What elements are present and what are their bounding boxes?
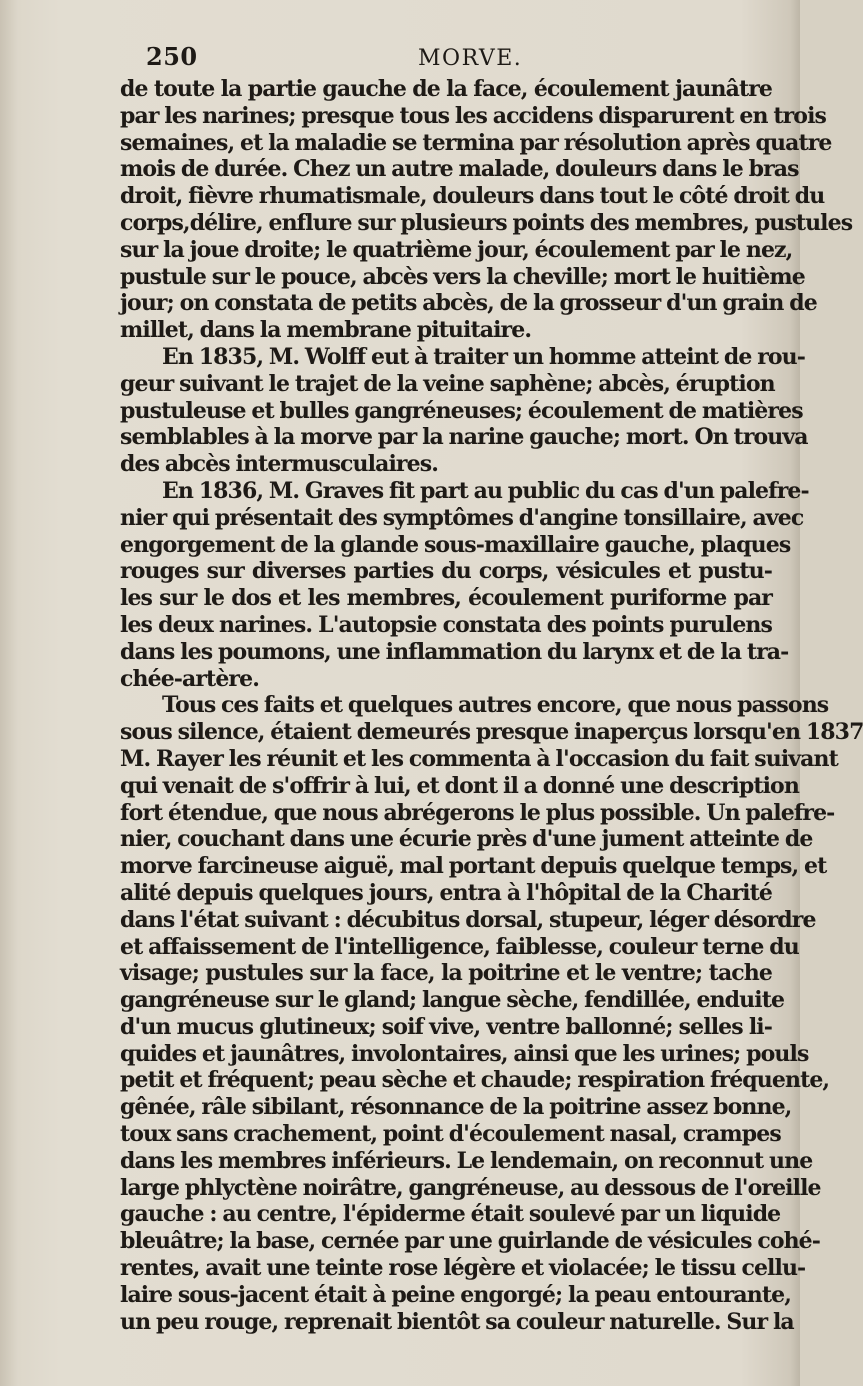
- text-line: dans l'état suivant : décubitus dorsal, stupeur, léger désordre: [120, 906, 816, 933]
- text-line: qui venait de s'offrir à lui, et dont il a donné une description: [120, 772, 799, 799]
- text-line: M. Rayer les réunit et les commenta à l'occasion du fait suivant: [120, 745, 838, 772]
- text-line: les deux narines. L'autopsie constata des points purulens: [120, 611, 772, 638]
- text-line: millet, dans la membrane pituitaire.: [120, 317, 532, 344]
- page-header: [146, 42, 766, 76]
- paragraph: [120, 477, 809, 692]
- paragraph: [120, 692, 863, 1335]
- text-line: toux sans crachement, point d'écoulement nasal, crampes: [120, 1121, 781, 1148]
- text-line: visage; pustules sur la face, la poitrine et le ventre; tache: [120, 960, 772, 987]
- text-line: par les narines; presque tous les accidens disparurent en trois: [120, 102, 827, 129]
- page-number: 250: [146, 42, 198, 71]
- text-line: gênée, râle sibilant, résonnance de la poitrine assez bonne,: [120, 1094, 792, 1121]
- text-line: rouges sur diverses parties du corps, vésicules et pustu-: [120, 558, 772, 585]
- text-line: pustule sur le pouce, abcès vers la cheville; mort le huitième: [120, 263, 805, 290]
- text-line: bleuâtre; la base, cernée par une guirlande de vésicules cohé-: [120, 1228, 821, 1255]
- text-line: large phlyctène noirâtre, gangréneuse, au dessous de l'oreille: [120, 1174, 821, 1201]
- text-line: chée-artère.: [120, 665, 259, 692]
- text-line: alité depuis quelques jours, entra à l'hôpital de la Charité: [120, 879, 772, 906]
- text-line: morve farcineuse aiguë, mal portant depuis quelque temps, et: [120, 853, 827, 880]
- text-line: et affaissement de l'intelligence, faiblesse, couleur terne du: [120, 933, 799, 960]
- text-line: engorgement de la glande sous-maxillaire gauche, plaques: [120, 531, 791, 558]
- text-line: semblables à la morve par la narine gauche; mort. On trouva: [120, 424, 808, 451]
- text-line: dans les membres inférieurs. Le lendemain, on reconnut une: [120, 1147, 813, 1174]
- text-line: sur la joue droite; le quatrième jour, écoulement par le nez,: [120, 236, 793, 263]
- text-line: En 1835, M. Wolff eut à traiter un homme atteint de rou-: [162, 343, 805, 370]
- text-line: geur suivant le trajet de la veine saphène; abcès, éruption: [120, 370, 775, 397]
- text-line: Tous ces faits et quelques autres encore, que nous passons: [162, 692, 829, 719]
- text-line: sous silence, étaient demeurés presque inaperçus lorsqu'en 1837: [120, 719, 863, 746]
- text-line: laire sous-jacent était à peine engorgé; la peau entourante,: [120, 1281, 791, 1308]
- text-line: mois de durée. Chez un autre malade, douleurs dans le bras: [120, 156, 799, 183]
- text-line: dans les poumons, une inflammation du larynx et de la tra-: [120, 638, 789, 665]
- text-line: jour; on constata de petits abcès, de la grosseur d'un grain de: [120, 290, 817, 317]
- body-text: [120, 76, 863, 1335]
- text-line: fort étendue, que nous abrégerons le plus possible. Un palefre-: [120, 799, 835, 826]
- text-line: les sur le dos et les membres, écoulement puriforme par: [120, 585, 772, 612]
- text-line: nier qui présentait des symptômes d'angine tonsillaire, avec: [120, 504, 804, 531]
- text-line: rentes, avait une teinte rose légère et violacée; le tissu cellu-: [120, 1255, 806, 1282]
- text-line: gauche : au centre, l'épiderme était soulevé par un liquide: [120, 1201, 781, 1228]
- text-line: nier, couchant dans une écurie près d'une jument atteinte de: [120, 826, 813, 853]
- text-line: corps,délire, enflure sur plusieurs points des membres, pustules: [120, 209, 853, 236]
- text-line: droit, fièvre rhumatismale, douleurs dans tout le côté droit du: [120, 183, 825, 210]
- text-line: pustuleuse et bulles gangréneuses; écoulement de matières: [120, 397, 803, 424]
- text-line: petit et fréquent; peau sèche et chaude; respiration fréquente,: [120, 1067, 830, 1094]
- text-line: En 1836, M. Graves fit part au public du cas d'un palefre-: [162, 477, 809, 504]
- text-line: quides et jaunâtres, involontaires, ainsi que les urines; pouls: [120, 1040, 809, 1067]
- text-line: des abcès intermusculaires.: [120, 451, 438, 478]
- text-line: un peu rouge, reprenait bientôt sa couleur naturelle. Sur la: [120, 1308, 794, 1335]
- text-line: gangréneuse sur le gland; langue sèche, fendillée, enduite: [120, 987, 785, 1014]
- text-line: d'un mucus glutineux; soif vive, ventre ballonné; selles li-: [120, 1013, 772, 1040]
- text-line: semaines, et la maladie se termina par résolution après quatre: [120, 129, 832, 156]
- paragraph: [120, 343, 808, 478]
- paragraph: [120, 76, 853, 344]
- running-title: MORVE.: [418, 46, 523, 71]
- text-line: de toute la partie gauche de la face, écoulement jaunâtre: [120, 76, 772, 102]
